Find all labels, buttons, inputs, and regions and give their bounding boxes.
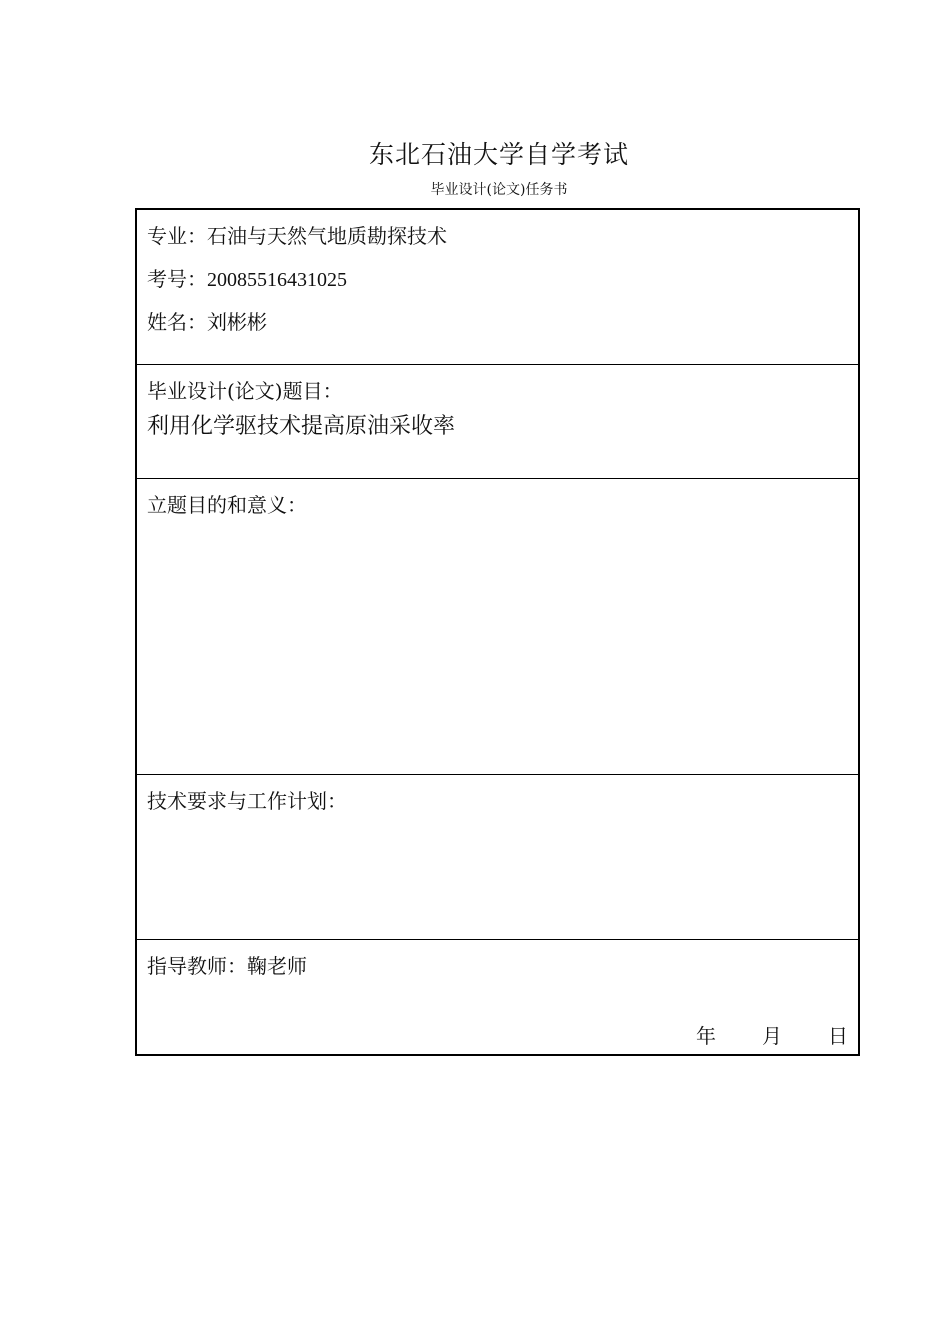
name-field [147,306,267,335]
major-value: 石油与天然气地质勘探技术 [207,224,447,248]
purpose-section [137,479,858,775]
plan-label: 技术要求与工作计划： [147,789,347,813]
advisor-label: 指导教师： [147,954,247,978]
date-year: 年 [696,1024,716,1048]
topic-value: 利用化学驱技术提高原油采收率 [147,414,456,439]
date-line [696,1020,848,1049]
student-info-section [137,210,858,365]
exam-number-label: 考号： [147,267,207,291]
advisor-field [147,950,307,979]
task-form-table [135,208,860,1056]
name-value: 刘彬彬 [207,310,267,334]
plan-section [137,775,858,940]
name-label: 姓名： [147,310,207,334]
major-label: 专业： [147,224,207,248]
document-title: 东北石油大学自学考试 [368,140,629,169]
purpose-label: 立题目的和意义： [147,493,307,517]
date-month: 月 [762,1024,782,1048]
advisor-section [137,940,858,1054]
advisor-value: 鞠老师 [247,954,307,978]
topic-section [137,365,858,479]
exam-number-value: 20085516431025 [207,269,347,291]
date-day: 日 [828,1024,848,1048]
major-field [147,220,447,249]
topic-label: 毕业设计(论文)题目： [147,379,343,403]
exam-number-field [147,263,347,292]
document-subtitle: 毕业设计(论文)任务书 [430,182,568,198]
